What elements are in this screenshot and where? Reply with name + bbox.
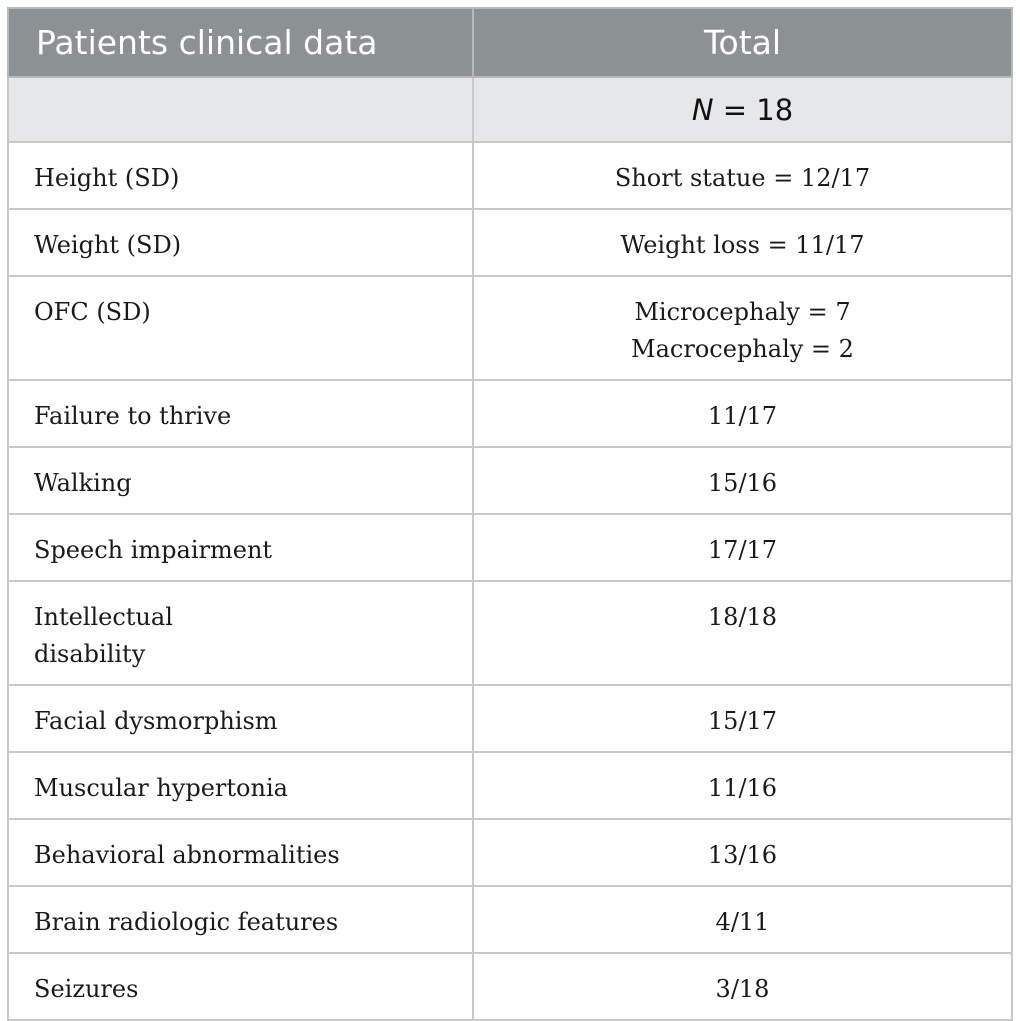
table-row — [8, 953, 1012, 1020]
column-header-clinical-data: Patients clinical data — [8, 8, 473, 77]
row-value: 3/18 — [473, 953, 1012, 1020]
row-value-line: Macrocephaly = 2 — [631, 335, 854, 363]
row-value: 4/11 — [473, 886, 1012, 953]
row-label-line: Intellectual — [34, 603, 173, 631]
row-value-line: Microcephaly = 7 — [634, 298, 851, 326]
row-value: 13/16 — [473, 819, 1012, 886]
row-value: Short statue = 12/17 — [473, 142, 1012, 209]
row-value: Weight loss = 11/17 — [473, 209, 1012, 276]
row-label: Facial dysmorphism — [8, 685, 473, 752]
table-row — [8, 886, 1012, 953]
row-label-line: disability — [34, 640, 146, 668]
row-label: Muscular hypertonia — [8, 752, 473, 819]
row-label: Height (SD) — [8, 142, 473, 209]
sample-size-value: = 18 — [713, 92, 794, 127]
row-value: 15/16 — [473, 447, 1012, 514]
table-row — [8, 380, 1012, 447]
row-value: 18/18 — [473, 581, 1012, 685]
table-row — [8, 276, 1012, 380]
column-header-total: Total — [473, 8, 1012, 77]
row-label: Weight (SD) — [8, 209, 473, 276]
row-label: Walking — [8, 447, 473, 514]
row-value: 15/17 — [473, 685, 1012, 752]
table-row — [8, 447, 1012, 514]
row-value — [473, 276, 1012, 380]
row-label: Speech impairment — [8, 514, 473, 581]
row-label — [8, 581, 473, 685]
row-label: Seizures — [8, 953, 473, 1020]
clinical-data-table — [7, 7, 1013, 1021]
table-row — [8, 142, 1012, 209]
table-row — [8, 581, 1012, 685]
row-value: 11/16 — [473, 752, 1012, 819]
row-value: 11/17 — [473, 380, 1012, 447]
table-row — [8, 209, 1012, 276]
subheader-row — [8, 77, 1012, 142]
subheader-empty-cell — [8, 77, 473, 142]
sample-size-symbol: N — [691, 92, 714, 127]
row-label: Brain radiologic features — [8, 886, 473, 953]
row-label: Behavioral abnormalities — [8, 819, 473, 886]
table-row — [8, 514, 1012, 581]
row-label: Failure to thrive — [8, 380, 473, 447]
row-label: OFC (SD) — [8, 276, 473, 380]
header-row — [8, 8, 1012, 77]
sample-size-cell — [473, 77, 1012, 142]
table-row — [8, 685, 1012, 752]
table-row — [8, 819, 1012, 886]
row-value: 17/17 — [473, 514, 1012, 581]
table-row — [8, 752, 1012, 819]
